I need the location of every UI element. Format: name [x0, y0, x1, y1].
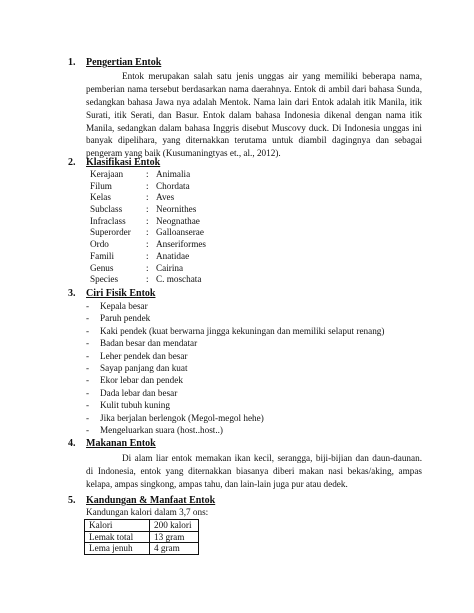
list-item-text: Kepala besar — [100, 301, 148, 311]
klasifikasi-key: Ordo — [90, 239, 109, 250]
dash-bullet: - — [86, 375, 90, 386]
table-cell-label: Lema jenuh — [85, 543, 150, 555]
klasifikasi-value: Anseriformes — [156, 239, 207, 250]
list-item — [86, 374, 384, 386]
kandungan-caption: Kandungan kalori dalam 3,7 ons: — [86, 507, 209, 517]
paragraph-line: Di alam liar entok memakan ikan kecil, serangga, biji-bijian dan daun-daunan. — [122, 453, 422, 463]
klasifikasi-colon: : — [146, 169, 149, 179]
klasifikasi-key: Kelas — [90, 192, 111, 203]
klasifikasi-key: Kerajaan — [90, 169, 124, 179]
list-item-text: Paruh pendek — [100, 313, 151, 324]
pengertian-paragraph — [86, 70, 422, 160]
klasifikasi-value: Neognathae — [156, 215, 200, 226]
section-number: 4. — [68, 438, 76, 449]
list-item-text: Ekor lebar dan pendek — [100, 375, 183, 386]
dash-bullet: - — [86, 362, 90, 373]
klasifikasi-value: Galloanserae — [156, 227, 204, 238]
klasifikasi-row — [90, 192, 206, 204]
list-item — [86, 387, 384, 399]
klasifikasi-row — [90, 251, 206, 263]
list-item-text: Sayap panjang dan kuat — [100, 362, 188, 373]
dash-bullet: - — [86, 424, 90, 435]
klasifikasi-colon: : — [146, 274, 149, 285]
klasifikasi-colon: : — [146, 239, 149, 250]
klasifikasi-row — [90, 227, 206, 239]
dash-bullet: - — [86, 387, 90, 398]
kandungan-table — [84, 519, 199, 555]
klasifikasi-row — [90, 169, 206, 181]
dash-bullet: - — [86, 412, 90, 423]
klasifikasi-colon: : — [146, 192, 149, 203]
klasifikasi-colon: : — [146, 215, 149, 226]
klasifikasi-value: Anatidae — [156, 250, 190, 261]
paragraph-line: Manila, sedangkan dalam bahasa Inggris disebut Muscovy duck. Di Indonesia unggas ini — [86, 122, 422, 133]
klasifikasi-key: Subclass — [90, 204, 123, 215]
klasifikasi-key: Infraclass — [90, 215, 126, 226]
table-cell-value: 4 gram — [150, 543, 199, 555]
paragraph-line: banyak dipelihara, yang diternakkan terutama untuk diambil dagingnya dan sebagai — [86, 135, 422, 146]
klasifikasi-key: Famili — [90, 250, 114, 261]
list-item-text: Jika berjalan berlengok (Megol-megol hehe) — [100, 412, 264, 423]
ciri-fisik-list — [86, 300, 384, 436]
table-row — [85, 520, 199, 532]
list-item — [86, 312, 384, 324]
paragraph-line: Entok merupakan salah satu jenis unggas air yang memiliki beberapa nama, — [122, 71, 422, 81]
klasifikasi-row — [90, 263, 206, 275]
paragraph-line: pengeram yang baik (Kusumaningtyas et., al., 2012). — [86, 148, 281, 159]
table-cell-value: 13 gram — [150, 531, 199, 543]
list-item-text: Kaki pendek (kuat berwarna jingga kekuningan dan memiliki selaput renang) — [100, 325, 385, 336]
klasifikasi-key: Species — [90, 274, 119, 285]
dash-bullet: - — [86, 350, 90, 361]
list-item — [86, 325, 384, 337]
section-heading-pengertian — [68, 57, 161, 69]
section-number: 1. — [68, 57, 76, 68]
klasifikasi-row — [90, 239, 206, 251]
klasifikasi-row — [90, 274, 206, 286]
section-title: Ciri Fisik Entok — [86, 288, 156, 299]
list-item-text: Badan besar dan mendatar — [100, 338, 198, 349]
paragraph-line: sedangkan bahasa Jawa nya adalah Mentok. Nama lain dari Entok adalah itik Manila, itik — [86, 96, 422, 107]
klasifikasi-value: Aves — [156, 192, 175, 203]
section-number: 5. — [68, 495, 76, 506]
klasifikasi-key: Superorder — [90, 227, 131, 238]
klasifikasi-key: Filum — [90, 180, 112, 191]
list-item — [86, 399, 384, 411]
klasifikasi-value: Animalia — [156, 169, 191, 179]
paragraph-line: pemberian nama tersebut berdasarkan nama daerahnya. Entok di ambil dari bahasa Sunda, — [86, 83, 422, 94]
klasifikasi-colon: : — [146, 262, 149, 273]
klasifikasi-colon: : — [146, 180, 149, 191]
klasifikasi-row — [90, 204, 206, 216]
section-title: Makanan Entok — [86, 438, 156, 449]
klasifikasi-row — [90, 181, 206, 193]
klasifikasi-key: Genus — [90, 262, 114, 273]
table-row — [85, 531, 199, 543]
list-item — [86, 424, 384, 436]
section-heading-ciri-fisik — [68, 288, 155, 300]
klasifikasi-colon: : — [146, 250, 149, 261]
list-item-text: Leher pendek dan besar — [100, 350, 188, 361]
list-item — [86, 412, 384, 424]
klasifikasi-value: Neornithes — [156, 204, 197, 215]
section-heading-makanan — [68, 438, 156, 450]
list-item — [86, 300, 384, 312]
list-item-text: Kulit tubuh kuning — [100, 400, 170, 411]
list-item — [86, 350, 384, 362]
section-number: 2. — [68, 157, 76, 168]
list-item — [86, 362, 384, 374]
makanan-paragraph — [86, 452, 422, 491]
list-item-text: Mengeluarkan suara (host..host..) — [100, 424, 223, 435]
section-title: Klasifikasi Entok — [86, 157, 161, 168]
paragraph-line: Surati, itik Serati, dan Basur. Entok dalam bahasa Indonesia dikenal dengan nama itik — [86, 109, 422, 120]
dash-bullet: - — [86, 400, 90, 411]
klasifikasi-row — [90, 216, 206, 228]
dash-bullet: - — [86, 313, 90, 324]
section-number: 3. — [68, 288, 76, 299]
klasifikasi-colon: : — [146, 204, 149, 215]
dash-bullet: - — [86, 301, 90, 311]
klasifikasi-value: Cairina — [156, 262, 184, 273]
table-cell-value: 200 kalori — [150, 520, 199, 532]
section-title: Kandungan & Manfaat Entok — [86, 495, 216, 506]
paragraph-line: kelapa, ampas singkong, ampas tahu, dan lain-lain juga pur atau dedek. — [86, 478, 348, 489]
table-cell-label: Lemak total — [85, 531, 150, 543]
table-cell-label: Kalori — [85, 520, 150, 532]
klasifikasi-value: Chordata — [156, 180, 190, 191]
klasifikasi-value: C. moschata — [156, 274, 202, 285]
table-row — [85, 543, 199, 555]
list-item-text: Dada lebar dan besar — [100, 387, 178, 398]
list-item — [86, 337, 384, 349]
dash-bullet: - — [86, 325, 90, 336]
klasifikasi-colon: : — [146, 227, 149, 238]
section-title: Pengertian Entok — [86, 57, 162, 68]
dash-bullet: - — [86, 338, 90, 349]
klasifikasi-list — [90, 169, 206, 286]
section-heading-kandungan — [68, 495, 215, 507]
section-heading-klasifikasi — [68, 157, 160, 169]
paragraph-line: di Indonesia, entok yang diternakkan biasanya diberi makan nasi bekas/aking, ampas — [86, 465, 422, 476]
